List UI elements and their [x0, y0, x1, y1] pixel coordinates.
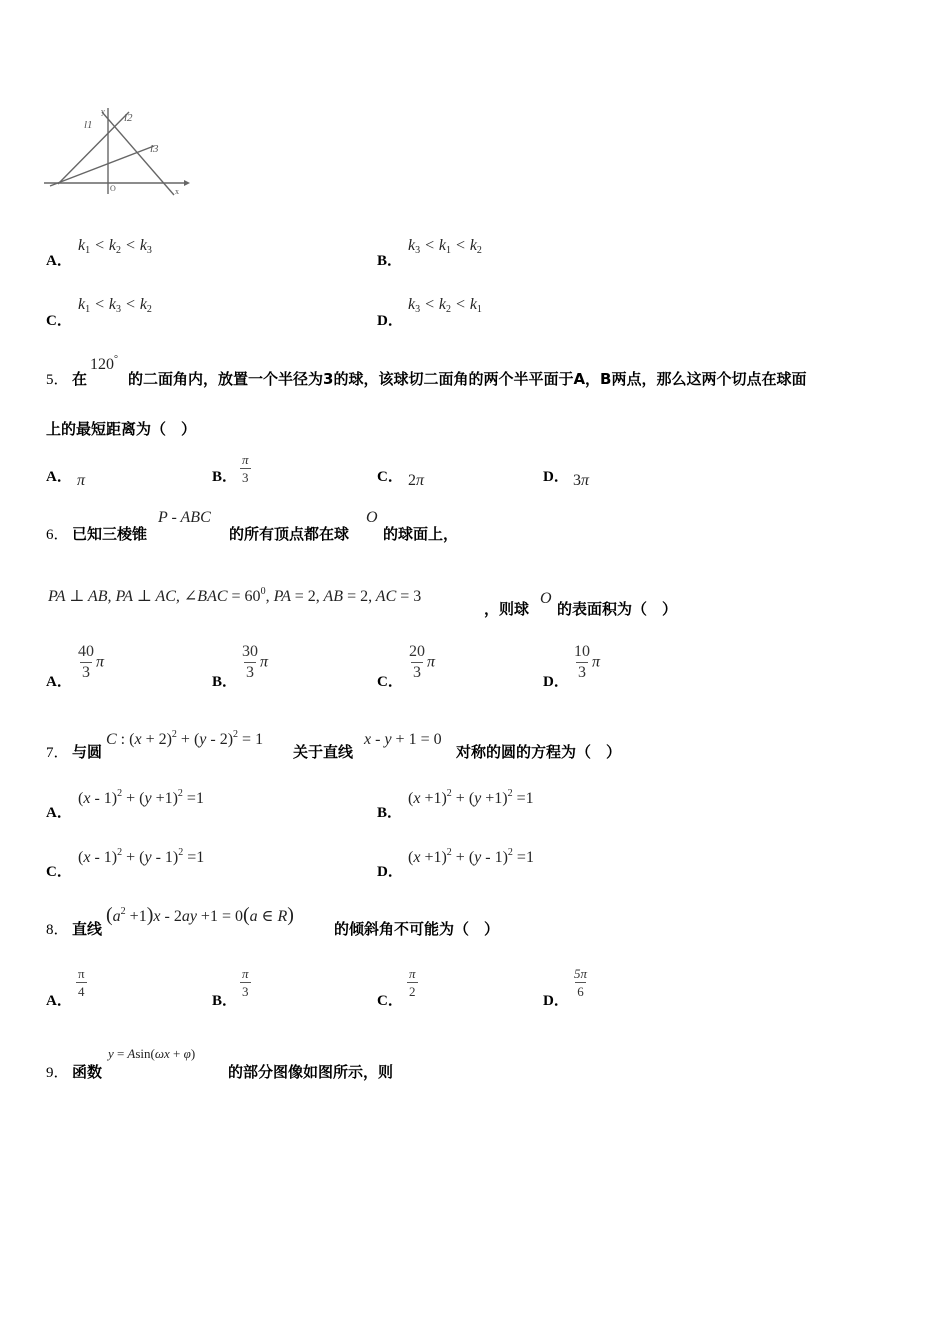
q4-option-a-label: A． [46, 253, 72, 269]
q5-option-b-label: B． [212, 469, 238, 485]
q7-option-a-label: A． [46, 805, 72, 821]
q8-option-a-label: A． [46, 993, 72, 1009]
q6-d-den: 3 [578, 664, 586, 681]
q6-text-5: 的表面积为（ ） [557, 600, 678, 618]
q6-conditions: PA ⊥ AB, PA ⊥ AC, ∠BAC = $60^0$, PA = 2, AB = 2, AC = 3 [48, 586, 422, 605]
q8-option-c-fraction [407, 966, 418, 999]
q7-circle: C : $(x + 2)^2 + (y - 2)^2 = 1$ [106, 729, 264, 748]
label-l3: l3 [150, 143, 159, 155]
q8-c-den: 2 [409, 984, 416, 999]
q8-number: 8． [46, 922, 69, 938]
q9-number: 9． [46, 1065, 69, 1081]
line-l1 [58, 112, 129, 184]
q7-line: x - y + 1 = 0 [364, 731, 442, 748]
q6-text-3: 的球面上， [383, 525, 459, 543]
q5-number: 5． [46, 372, 69, 388]
q5-option-d-math: 3π [573, 472, 590, 489]
label-y: y [101, 107, 105, 116]
q6-a-pi: π [96, 653, 105, 671]
q8-a-den: 4 [78, 984, 85, 999]
q5-text-1: 在 [72, 370, 88, 388]
q7-text-1: 与圆 [72, 743, 103, 761]
q8-a-num: π [78, 966, 85, 981]
q5-angle: 120° [90, 354, 118, 373]
q8-c-num: π [409, 966, 416, 981]
q7-number: 7． [46, 745, 69, 761]
q5-option-b-fraction: $\frac{\pi}{3}$ [242, 452, 249, 485]
q6-option-c-label: C． [377, 674, 403, 690]
q7-option-c-label: C． [46, 864, 72, 880]
q6-d-pi: π [592, 653, 601, 671]
q4-option-a-math: $k_1 < k_2 < k_3$ [78, 237, 152, 256]
q7-text-2: 关于直线 [293, 743, 354, 761]
q7-option-a-math: $(x - 1)^2 + (y +1)^2 =1$ [78, 788, 204, 807]
q5-option-c-math: 2π [408, 472, 425, 489]
q6-text-1: 已知三棱锥 [72, 525, 148, 543]
q6-a-den: 3 [82, 664, 90, 681]
q6-b-den: 3 [246, 664, 254, 681]
q5-text-2: 的二面角内，放置一个半径为3的球，该球切二面角的两个半平面于A，B两点，那么这两个切点在球面 [128, 370, 807, 388]
q6-a-num: 40 [78, 643, 94, 660]
q9-text-2: 的部分图像如图所示，则 [228, 1063, 394, 1081]
q7-option-b-label: B． [377, 805, 403, 821]
q8-option-c-label: C． [377, 993, 403, 1009]
q4-option-d-math: $k_3 < k_2 < k_1$ [408, 296, 482, 315]
q6-option-a-label: A． [46, 674, 72, 690]
q6-option-b-label: B． [212, 674, 238, 690]
q4-option-b-label: B． [377, 253, 403, 269]
q9-text-1: 函数 [72, 1063, 103, 1081]
q9-function: y = Asin(ωx + φ) [108, 1046, 196, 1061]
q7-option-d-label: D． [377, 864, 403, 880]
q6-option-a-fraction [76, 643, 104, 682]
q6-b-pi: π [260, 653, 269, 671]
q6-d-num: 10 [574, 643, 590, 660]
q8-option-d-fraction [572, 966, 589, 999]
q7-option-c-math: (x - 1)$^2$ + (y - 1)$^2$ =1 [78, 847, 205, 866]
q5-option-d-label: D． [543, 469, 569, 485]
q8-option-d-label: D． [543, 993, 569, 1009]
q6-c-den: 3 [413, 664, 421, 681]
q8-option-b-fraction [240, 966, 251, 999]
q6-sphere: O [366, 509, 378, 526]
q6-option-d-fraction [572, 643, 600, 682]
q6-option-c-fraction [407, 643, 435, 682]
q5-option-a-math: π [77, 472, 86, 489]
line-l3 [50, 146, 154, 186]
q4-option-d-label: D． [377, 313, 403, 329]
q7-option-d-math: $(x +1)^2 + (y - 1)^2 =1$ [408, 847, 534, 866]
q8-line: $(a^2 +1)x - 2ay +1 = 0(a$ ∈ R) [106, 904, 294, 926]
q8-d-den: 6 [577, 984, 584, 999]
lines-figure [44, 104, 190, 196]
q4-option-c-label: C． [46, 313, 72, 329]
q6-text-2: 的所有顶点都在球 [229, 525, 350, 543]
label-origin: O [110, 184, 116, 193]
q6-c-pi: π [427, 653, 436, 671]
q5-option-a-label: A． [46, 469, 72, 485]
label-x: x [175, 187, 179, 196]
q7-option-b-math: $(x +1)^2 + (y +1)^2 =1$ [408, 788, 534, 807]
x-arrow [184, 180, 190, 186]
q8-b-den: 3 [242, 984, 249, 999]
q6-number: 6． [46, 527, 69, 543]
q6-option-d-label: D． [543, 674, 569, 690]
q6-pyramid: P - ABC [158, 509, 211, 526]
q6-text-4: ，则球 [484, 600, 530, 618]
q6-b-num: 30 [242, 643, 258, 660]
q4-option-b-math: $k_3 < k_1 < k_2$ [408, 237, 482, 256]
q5-option-c-label: C． [377, 469, 403, 485]
q8-d-num: 5π [574, 966, 588, 981]
q8-text-2: 的倾斜角不可能为（ ） [334, 920, 500, 938]
q8-option-b-label: B． [212, 993, 238, 1009]
q8-text-1: 直线 [72, 920, 103, 938]
label-l1: l1 [84, 119, 93, 131]
q6-sphere-2: O [540, 590, 552, 607]
q4-option-c-math: $k_1 < k_3 < k_2$ [78, 296, 152, 315]
q6-c-num: 20 [409, 643, 425, 660]
label-l2: l2 [124, 112, 133, 124]
q8-b-num: π [242, 966, 249, 981]
q7-text-3: 对称的圆的方程为（ ） [456, 743, 622, 761]
q5-text-3: 上的最短距离为（ ） [46, 420, 197, 438]
q8-option-a-fraction [76, 966, 87, 999]
q6-option-b-fraction [240, 643, 268, 682]
